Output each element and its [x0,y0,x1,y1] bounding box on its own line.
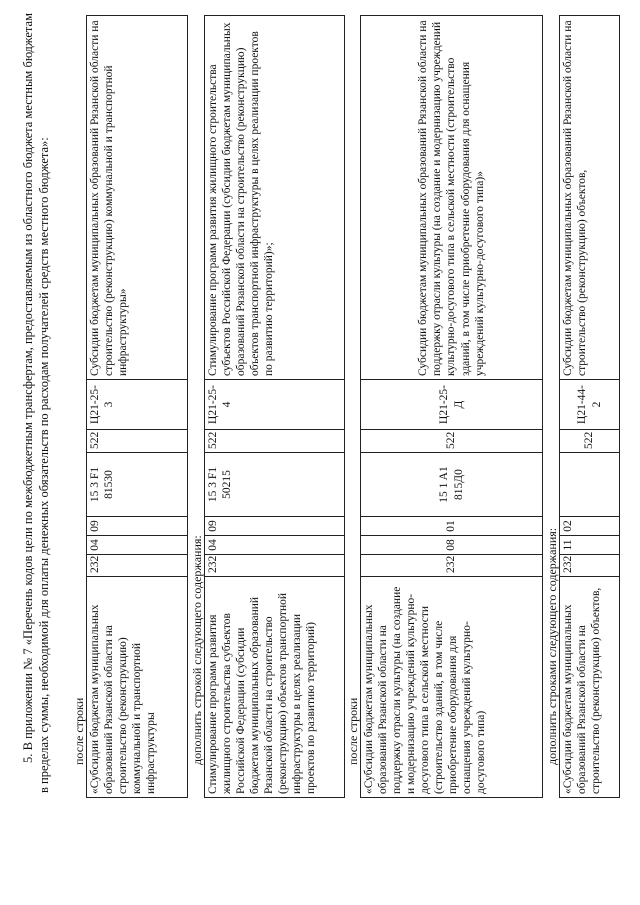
cell-code-2: 11 [560,536,620,555]
cell-name [560,577,620,798]
cell-code-4: 15 1 A1 815Д0 [361,453,543,517]
table-row [205,16,345,798]
cell-description: Стимулирование программ развития жилищного строительства субъектов Российской Федерации (субсидии бюджетам муниципальных образований Рязанской области на строительство (реконструкцию) объектов транспортной инфраструктуры в целях реализации проектов по развитию территорий)»; [205,16,345,380]
cell-code-3: 01 [361,517,543,536]
cell-code-5: 522 [361,430,543,453]
cell-code-3: 02 [560,517,620,536]
cell-code-1: 232 [87,555,188,577]
label-after-row: после строки [346,697,360,765]
cell-code-1: 232 [361,555,543,577]
table-row-3 [360,15,543,798]
cell-code-4: 15 3 F1 81530 [87,453,188,517]
cell-target-code: Ц21-25-3 [87,380,188,430]
cell-target-code: Ц21-25-4 [205,380,345,430]
label-after-row: после строки [72,697,86,765]
table-row [87,16,188,798]
cell-target-code: Ц21-25-Д [361,380,543,430]
cell-name: «Субсидии бюджетам муниципальных образований Рязанской области на поддержку отрасли культуры (на создание и модернизацию учреждений культурно-досугового типа в сельской местности (строительство зданий, в том числе приобретение оборудования для оснащения учреждений культурно-досугового типа) [361,577,543,798]
section-heading [20,13,53,793]
table-row-1 [86,15,188,798]
cell-code-3: 09 [205,517,345,536]
cell-code-1: 232 [560,555,620,577]
table-row-2 [204,15,345,798]
cell-code-5: 522 [205,430,345,453]
table-row [361,16,543,798]
label-add-rows: дополнить строками следующего содержания: [545,527,559,765]
cell-code-4: 15 3 F1 50215 [205,453,345,517]
table-row-4 [559,15,620,798]
cell-code-2: 04 [205,536,345,555]
cell-name: Стимулирование программ развития жилищного строительства субъектов Российской Федерации (субсидии бюджетам муниципальных образований Рязанской области на строительство (реконструкцию) объектов транспортной инфраструктуры в целях реализации проектов по развитию территорий) [205,577,345,798]
cell-name-text: «Субсидии бюджетам муниципальных образований Рязанской области на строительство (реконструкцию) объектов, [562,587,603,794]
cell-code-5: 522 [87,430,188,453]
heading-text: 5. В приложении № 7 «Перечень кодов цели по межбюджетным трансфертам, предоставляемым из областного бюджета местным бюджетам в пределах суммы, необходимой для оплаты денежных обязательств по расходам получателей средств местного бюджета»: [21,13,52,793]
cell-code-3: 09 [87,517,188,536]
label-add-row: дополнить строкой следующего содержания: [190,535,204,765]
cell-description [560,16,620,380]
cell-name: «Субсидии бюджетам муниципальных образований Рязанской области на строительство (реконструкцию) коммунальной и транспортной инфраструктуры [87,577,188,798]
cell-code-1: 232 [205,555,345,577]
cell-target-code: Ц21-44-2 [560,380,620,430]
cell-description: Субсидии бюджетам муниципальных образований Рязанской области на строительство (реконструкцию) коммунальной и транспортной инфраструктуры» [87,16,188,380]
cell-code-2: 04 [87,536,188,555]
cell-description: Субсидии бюджетам муниципальных образований Рязанской области на поддержку отрасли культуры (на создание и модернизацию учреждений культурно-досугового типа в сельской местности (строительство зданий, в том числе приобретение оборудования для оснащения учреждений культурно-досугового типа)» [361,16,543,380]
table-row [560,16,620,798]
cell-code-2: 08 [361,536,543,555]
cell-code-5: 522 [560,430,620,453]
cell-code-4 [560,453,620,517]
cell-description-text: Субсидии бюджетам муниципальных образований Рязанской области на строительство (реконструкцию) объектов, [562,20,589,376]
